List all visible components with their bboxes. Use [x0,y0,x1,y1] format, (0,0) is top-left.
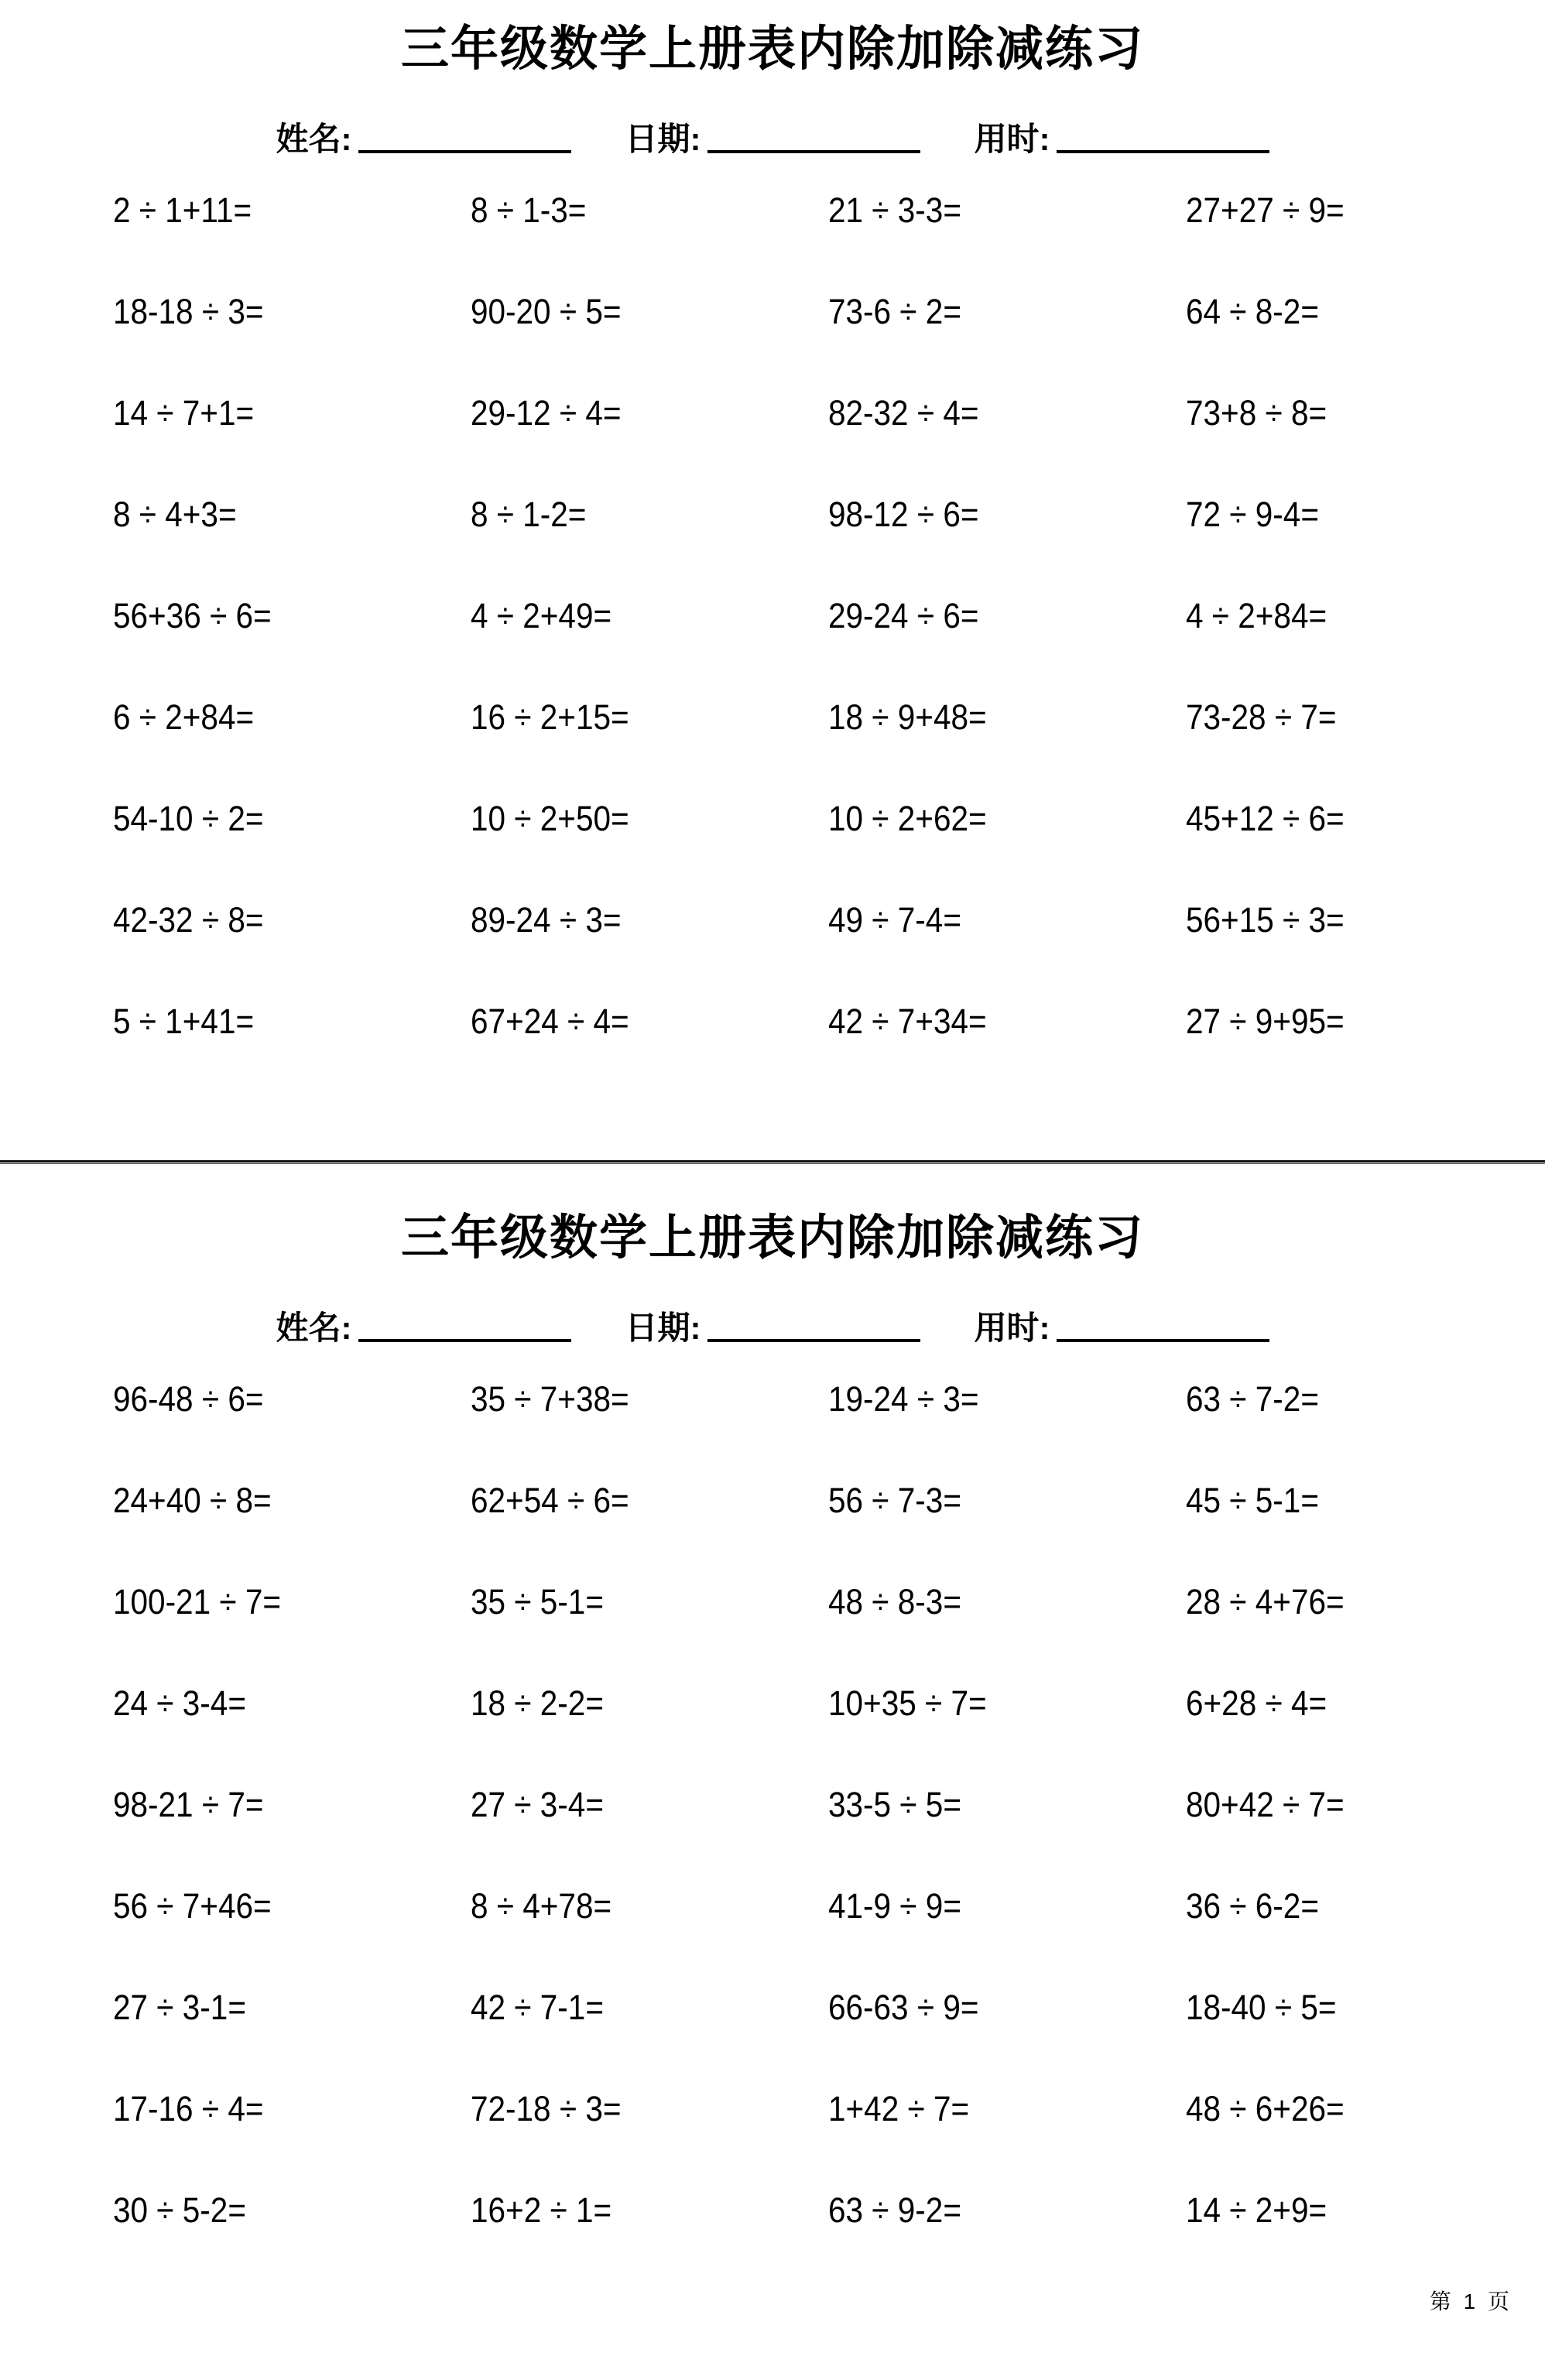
math-problem: 19-24 ÷ 3= [828,1379,979,1419]
math-problem: 42-32 ÷ 8= [113,900,264,940]
math-problem: 45+12 ÷ 6= [1186,799,1345,838]
time-label: 用时: [974,1310,1050,1346]
math-problem: 30 ÷ 5-2= [113,2190,246,2230]
math-problem: 8 ÷ 4+3= [113,495,237,534]
math-problem: 10+35 ÷ 7= [828,1683,987,1723]
time-field [975,118,1269,161]
name-blank [358,149,571,153]
math-problem: 56+36 ÷ 6= [113,596,272,635]
date-field [625,1306,920,1350]
math-problem: 82-32 ÷ 4= [828,393,979,433]
math-problem: 27 ÷ 3-4= [471,1785,604,1824]
math-problem: 18-18 ÷ 3= [113,292,264,331]
worksheet-title: 三年级数学上册表内除加除减练习 [400,22,1144,76]
time-label: 用时: [974,121,1050,157]
date-label: 日期: [625,121,701,157]
math-problem: 8 ÷ 1-2= [471,495,587,534]
math-problem: 18 ÷ 2-2= [471,1683,604,1723]
math-problem: 63 ÷ 7-2= [1186,1379,1319,1419]
math-problem: 24+40 ÷ 8= [113,1481,272,1520]
math-problem: 72-18 ÷ 3= [471,2089,622,2128]
math-problem: 21 ÷ 3-3= [828,190,961,230]
math-problem: 16+2 ÷ 1= [471,2190,612,2230]
page-divider [0,1160,1545,1164]
math-problem: 29-12 ÷ 4= [471,393,622,433]
name-label: 姓名: [276,1310,352,1346]
math-problem: 56+15 ÷ 3= [1186,900,1345,940]
name-field [276,1306,571,1350]
math-problem: 42 ÷ 7-1= [471,1988,604,2027]
math-problem: 6 ÷ 2+84= [113,697,255,737]
worksheet-section-2 [0,1192,1545,2281]
time-blank [1057,1337,1269,1342]
math-problem: 14 ÷ 7+1= [113,393,255,433]
math-problem: 27+27 ÷ 9= [1186,190,1345,230]
problem-grid-1 [113,180,1545,1092]
time-field [975,1306,1269,1350]
math-problem: 56 ÷ 7-3= [828,1481,961,1520]
math-problem: 1+42 ÷ 7= [828,2089,970,2128]
math-problem: 72 ÷ 9-4= [1186,495,1319,534]
math-problem: 27 ÷ 3-1= [113,1988,246,2027]
math-problem: 64 ÷ 8-2= [1186,292,1319,331]
math-problem: 28 ÷ 4+76= [1186,1582,1345,1621]
name-label: 姓名: [276,121,352,157]
time-blank [1057,149,1269,153]
name-blank [358,1337,571,1342]
date-field [625,118,920,161]
math-problem: 8 ÷ 4+78= [471,1886,612,1926]
math-problem: 17-16 ÷ 4= [113,2089,264,2128]
info-line [0,118,1545,161]
date-label: 日期: [625,1310,701,1346]
math-problem: 89-24 ÷ 3= [471,900,622,940]
math-problem: 36 ÷ 6-2= [1186,1886,1319,1926]
math-problem: 2 ÷ 1+11= [113,190,252,230]
math-problem: 10 ÷ 2+62= [828,799,987,838]
math-problem: 35 ÷ 7+38= [471,1379,629,1419]
math-problem: 48 ÷ 6+26= [1186,2089,1345,2128]
math-problem: 48 ÷ 8-3= [828,1582,961,1621]
math-problem: 8 ÷ 1-3= [471,190,587,230]
page-number: 第 1 页 [1429,2289,1512,2313]
math-problem: 54-10 ÷ 2= [113,799,264,838]
math-problem: 49 ÷ 7-4= [828,900,961,940]
math-problem: 6+28 ÷ 4= [1186,1683,1327,1723]
math-problem: 18-40 ÷ 5= [1186,1988,1337,2027]
date-blank [707,1337,920,1342]
math-problem: 62+54 ÷ 6= [471,1481,629,1520]
date-blank [707,149,920,153]
math-problem: 42 ÷ 7+34= [828,1002,987,1041]
math-problem: 63 ÷ 9-2= [828,2190,961,2230]
math-problem: 16 ÷ 2+15= [471,697,629,737]
name-field [276,118,571,161]
info-line [0,1306,1545,1350]
math-problem: 98-12 ÷ 6= [828,495,979,534]
math-problem: 73-6 ÷ 2= [828,292,961,331]
math-problem: 33-5 ÷ 5= [828,1785,961,1824]
math-problem: 73+8 ÷ 8= [1186,393,1327,433]
problem-grid-2 [113,1368,1545,2281]
math-problem: 73-28 ÷ 7= [1186,697,1337,737]
math-problem: 98-21 ÷ 7= [113,1785,264,1824]
math-problem: 100-21 ÷ 7= [113,1582,282,1621]
math-problem: 90-20 ÷ 5= [471,292,622,331]
math-problem: 10 ÷ 2+50= [471,799,629,838]
worksheet-title: 三年级数学上册表内除加除减练习 [400,1211,1144,1265]
math-problem: 5 ÷ 1+41= [113,1002,255,1041]
math-problem: 14 ÷ 2+9= [1186,2190,1327,2230]
worksheet-section-1 [0,0,1545,1092]
math-problem: 80+42 ÷ 7= [1186,1785,1345,1824]
math-problem: 67+24 ÷ 4= [471,1002,629,1041]
math-problem: 29-24 ÷ 6= [828,596,979,635]
math-problem: 45 ÷ 5-1= [1186,1481,1319,1520]
math-problem: 56 ÷ 7+46= [113,1886,272,1926]
math-problem: 66-63 ÷ 9= [828,1988,979,2027]
math-problem: 27 ÷ 9+95= [1186,1002,1345,1041]
math-problem: 18 ÷ 9+48= [828,697,987,737]
math-problem: 41-9 ÷ 9= [828,1886,961,1926]
math-problem: 4 ÷ 2+84= [1186,596,1327,635]
math-problem: 35 ÷ 5-1= [471,1582,604,1621]
math-problem: 24 ÷ 3-4= [113,1683,246,1723]
math-problem: 96-48 ÷ 6= [113,1379,264,1419]
math-problem: 4 ÷ 2+49= [471,596,612,635]
